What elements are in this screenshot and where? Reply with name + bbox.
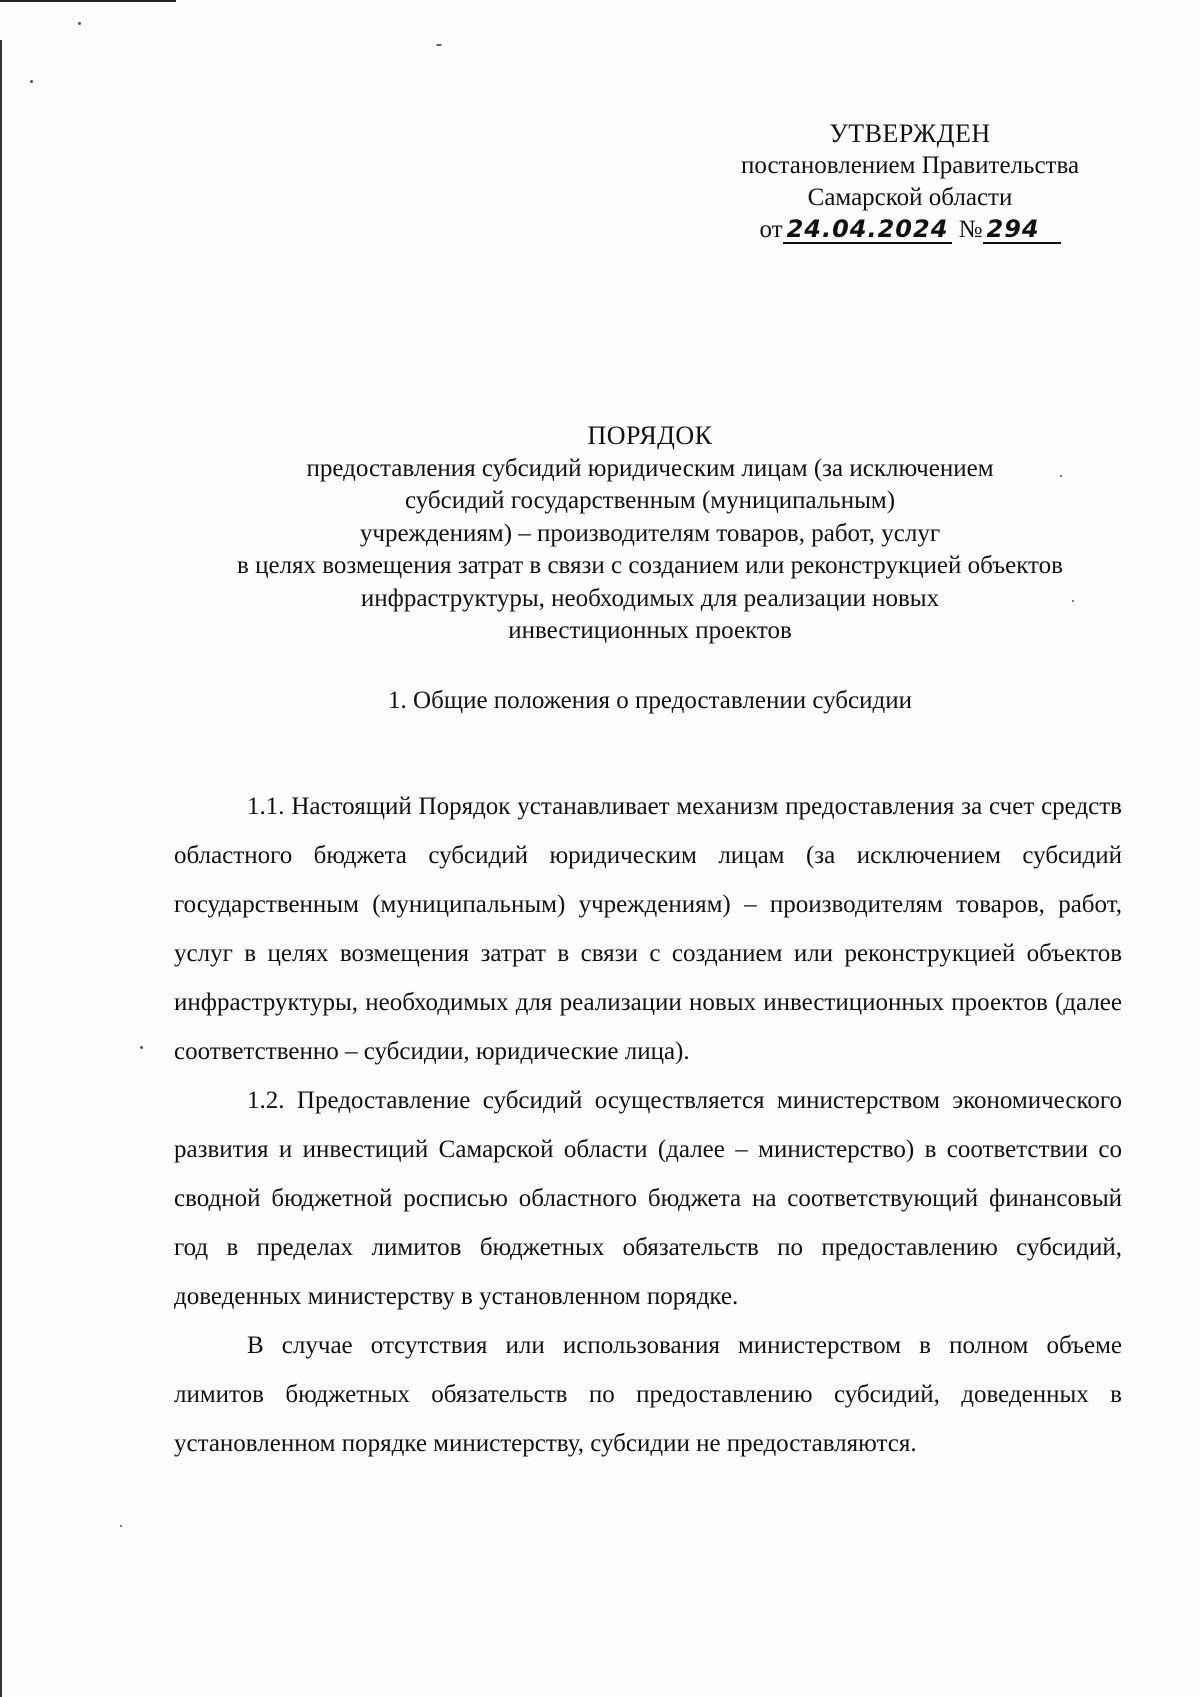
scan-speck	[120, 1525, 122, 1527]
approval-line-1: постановлением Правительства	[740, 152, 1080, 179]
subtitle-line: субсидий государственным (муниципальным)	[404, 487, 896, 514]
approval-block	[700, 118, 1120, 246]
scan-edge-top	[0, 0, 176, 2]
handwritten-date: 24.04.2024	[783, 216, 953, 244]
scan-speck	[140, 1046, 143, 1049]
approval-line-2: Самарской области	[807, 184, 1013, 211]
handwritten-number: 294	[983, 216, 1061, 244]
approval-date-line	[759, 214, 1060, 246]
document-title-block	[120, 420, 1180, 648]
scan-speck	[78, 22, 81, 25]
subtitle-line: предоставления субсидий юридическим лицам (за исключением	[306, 454, 994, 482]
scan-edge-left	[0, 40, 2, 1697]
section-body	[174, 782, 1122, 1468]
section-heading: 1. Общие положения о предоставлении субсидии	[388, 687, 912, 714]
approval-title: УТВЕРЖДЕН	[829, 119, 991, 148]
number-prefix: №	[958, 216, 983, 243]
subtitle-line: в целях возмещения затрат в связи с созданием или реконструкцией объектов	[237, 552, 1063, 579]
document-title: ПОРЯДОК	[587, 421, 713, 450]
subtitle-line: инвестиционных проектов	[508, 617, 792, 644]
scan-speck	[30, 80, 33, 83]
subtitle-line: инфраструктуры, необходимых для реализации новых	[360, 584, 940, 612]
date-prefix: от	[759, 216, 783, 243]
paragraph-1-2: 1.2. Предоставление субсидий осуществляется министерством экономического развития и инвестиций Самарской области (далее – министерство) в соответствии со сводной бюджетной росписью областного бюджета на соответствующий финансовый год в пределах лимитов бюджетных обязательств по предоставлению субсидий, доведенных министерству в установленном порядке.	[174, 1087, 1122, 1310]
scan-speck	[436, 44, 442, 46]
paragraph-1-1: 1.1. Настоящий Порядок устанавливает механизм предоставления за счет средств областного бюджета субсидий юридическим лицам (за исключением субсидий государственным (муниципальным) учреждениям) – производителям товаров, работ, услуг в целях возмещения затрат в связи с созданием или реконструкцией объектов инфраструктуры, необходимых для реализации новых инвестиционных проектов (далее соответственно – субсидии, юридические лица).	[174, 793, 1122, 1065]
subtitle-line: учреждениям) – производителям товаров, работ, услуг	[359, 519, 941, 547]
paragraph-1-2-cont: В случае отсутствия или использования министерством в полном объеме лимитов бюджетных обязательств по предоставлению субсидий, доведенных в установленном порядке министерству, субсидии не предоставляются.	[174, 1332, 1122, 1457]
